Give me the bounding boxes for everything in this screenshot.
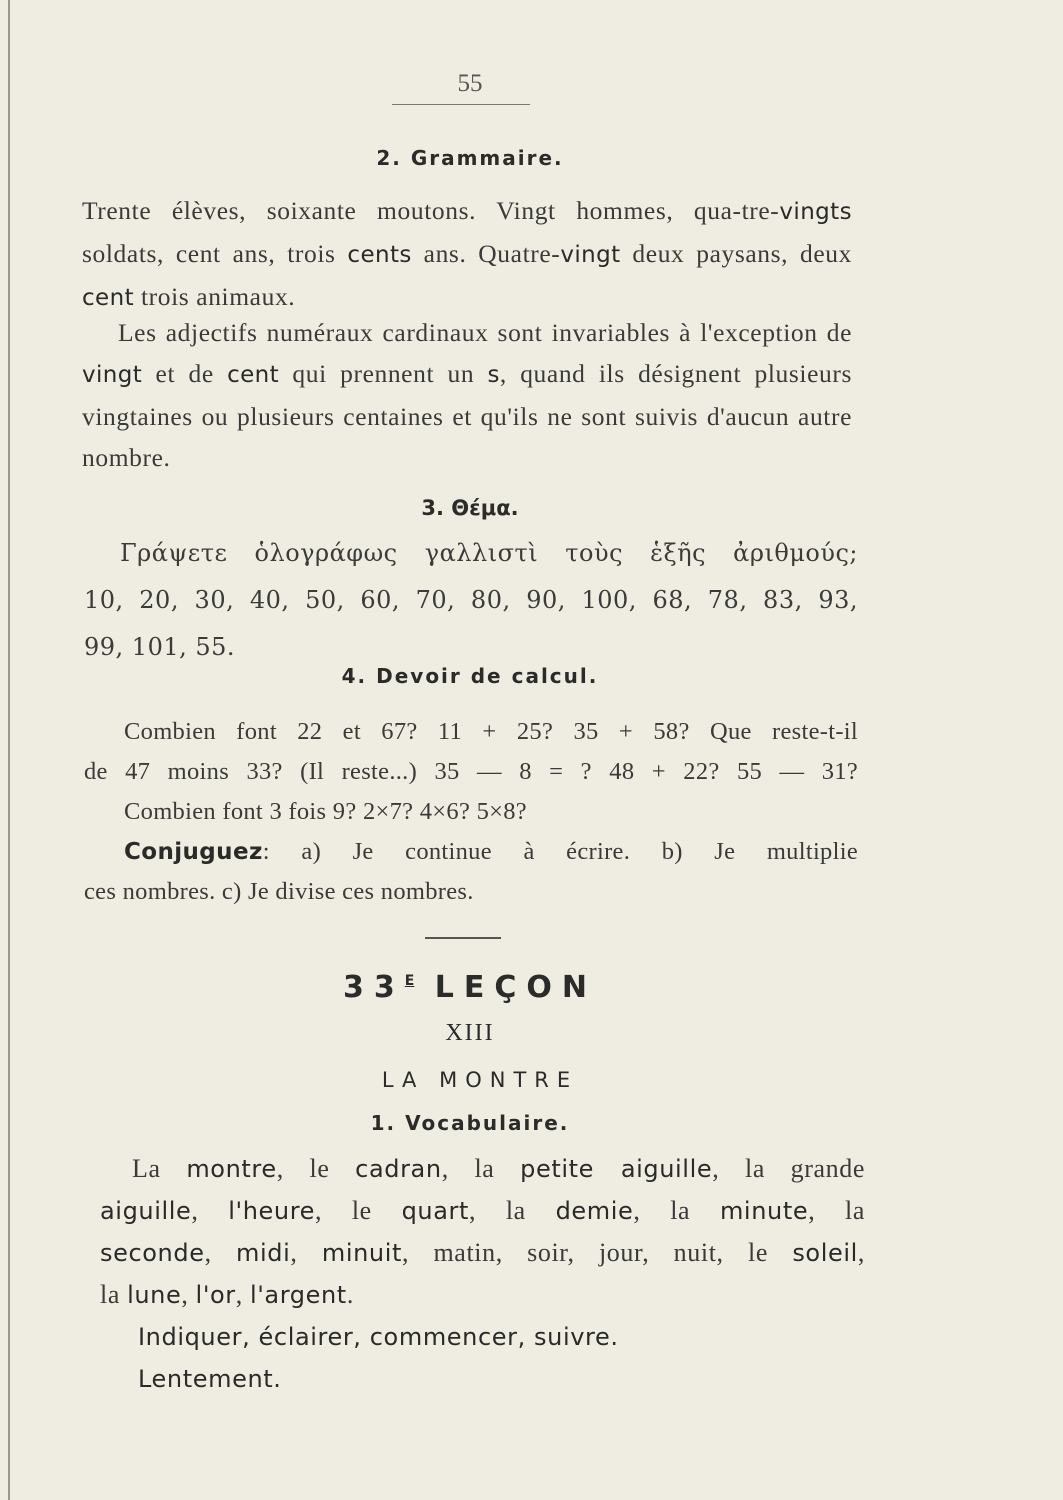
vocab-verbs-text: Indiquer, éclairer, commencer, suivre. [138,1323,619,1351]
emphasized-word: cents [347,242,412,268]
page-number: 55 [457,70,483,97]
emphasized-word: cent [227,362,280,388]
vocabulary-list [100,1148,865,1400]
emphasized-word: vingt [82,362,143,388]
emphasized-word: cent [82,285,134,311]
grammar-heading: 2. Grammaire. [376,146,564,170]
lesson-subtitle: LA MONTRE [381,1068,579,1092]
emphasized-word: demie [555,1197,634,1225]
emphasized-word: lune [127,1281,182,1309]
emphasized-word: l'heure [228,1197,316,1225]
emphasized-word: petite aiguille [520,1155,713,1183]
vocab-adverb [100,1358,865,1400]
text-run: Trente élèves, soixante moutons. Vingt hommes, qua-tre- [82,196,780,225]
emphasized-word: midi [236,1239,291,1267]
text-run: , la [808,1196,866,1225]
theme-instruction: Γράψετε ὁλογράφως γαλλιστὶ τοὺς ἑξῆς ἀριθμούς; [120,539,858,567]
conjugation-text-1: : a) Je continue à écrire. b) Je multiplie [262,838,858,865]
lesson-title [0,970,940,1005]
emphasized-word: vingts [779,199,852,225]
calcul-exercise [84,712,858,912]
text-run: , [857,1238,865,1267]
emphasized-word: vingt [560,242,621,268]
lesson-number: 33 [342,970,405,1005]
text-run: , [191,1196,229,1225]
text-run: soldats, cent ans, trois [82,239,348,268]
lesson-word: LEÇON [434,970,598,1005]
text-run: trois animaux. [134,282,296,311]
page-binding-edge [8,0,10,1500]
grammar-paragraph-2-text [82,318,852,472]
text-run: , [181,1280,196,1309]
emphasized-word: quart [401,1197,470,1225]
emphasized-word: montre [186,1155,277,1183]
grammar-paragraph-1 [82,190,852,319]
vocab-verbs [100,1316,865,1358]
text-run: , le [315,1196,402,1225]
theme-heading: 3. Θέμα. [421,496,519,520]
text-run: , matin, soir, jour, nuit, le [402,1238,793,1267]
vocab-line-1 [100,1148,865,1190]
emphasized-word: aiguille [100,1197,192,1225]
conjugation-label: Conjuguez [124,839,263,865]
emphasized-word: l'or [195,1281,236,1309]
text-run: , [290,1238,322,1267]
text-run: , la grande [712,1154,865,1183]
text-run: , la [633,1196,720,1225]
emphasized-word: l'argent [249,1281,347,1309]
emphasized-word: cadran [355,1155,442,1183]
text-run: La [132,1154,187,1183]
section-divider [425,937,501,939]
calcul-line-1: Combien font 22 et 67? 11 + 25? 35 + 58? Que reste-t-il [124,718,858,745]
text-run: , [235,1280,250,1309]
grammar-paragraph-1-text [82,196,852,311]
emphasized-word: seconde [100,1239,205,1267]
text-run: deux paysans, deux [620,239,852,268]
text-run: et de [142,359,228,388]
grammar-paragraph-2 [82,312,852,478]
calcul-line-3: Combien font 3 fois 9? 2×7? 4×6? 5×8? [124,798,527,825]
theme-numbers-line-2: 99, 101, 55. [84,633,236,661]
theme-numbers-line-1: 10, 20, 30, 40, 50, 60, 70, 80, 90, 100, 68, 78, 83, 93, [84,586,858,614]
text-run: , quand ils désignent plusieurs vingtaines ou plusieurs centaines et qu'ils ne sont suivis d'aucun autre nombre. [82,359,853,472]
lesson-roman-numeral: XIII [445,1020,495,1046]
vocab-line-4 [100,1274,865,1316]
page-number-rule [392,104,530,105]
text-run: , la [441,1154,521,1183]
calcul-line-2: de 47 moins 33? (Il reste...) 35 — 8 = ? 48 + 22? 55 — 31? [84,758,858,785]
vocab-adverb-text: Lentement. [138,1365,282,1393]
emphasized-word: s [487,362,500,388]
emphasized-word: minute [719,1197,809,1225]
text-run: la [100,1280,128,1309]
text-run: Les adjectifs numéraux cardinaux sont invariables à l'exception de [118,318,852,347]
text-run: qui prennent un [279,359,488,388]
vocab-line-3 [100,1232,865,1274]
text-run: , le [276,1154,356,1183]
calcul-conjugation-line-2: ces nombres. c) Je divise ces nombres. [84,878,474,905]
text-run: , la [469,1196,556,1225]
theme-exercise [84,530,858,671]
calcul-heading: 4. Devoir de calcul. [341,664,599,688]
lesson-number-suffix: E [404,973,415,989]
vocabulary-heading: 1. Vocabulaire. [370,1111,570,1135]
emphasized-word: soleil [792,1239,858,1267]
text-run: . [346,1280,354,1309]
vocab-line-2 [100,1190,865,1232]
calcul-conjugation-line [84,832,858,872]
text-run: , [204,1238,237,1267]
text-run: ans. Quatre- [411,239,561,268]
emphasized-word: minuit [321,1239,403,1267]
